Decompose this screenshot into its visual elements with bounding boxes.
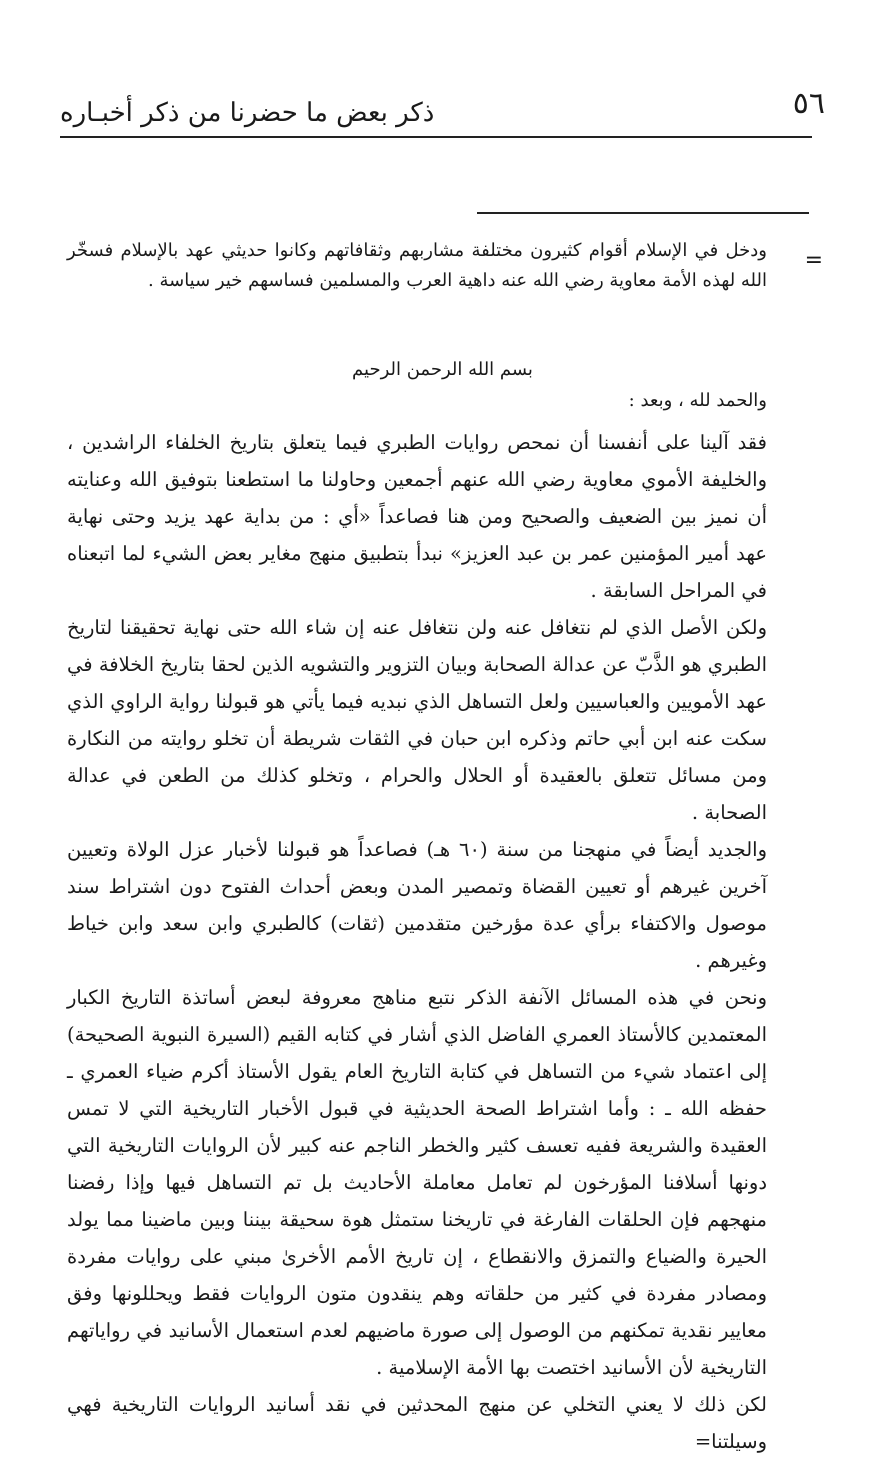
body-text — [67, 424, 767, 1460]
paragraph: لكن ذلك لا يعني التخلي عن منهج المحدثين في نقد أسانيد الروايات التاريخية فهي وسيلتنا= — [67, 1393, 767, 1453]
footnote-separator — [477, 212, 809, 214]
page-number: ٥٦ — [792, 86, 825, 121]
basmala: بسم الله الرحمن الرحيم — [352, 359, 533, 380]
footnote-continuation-marker: = — [804, 248, 823, 273]
paragraph: فقد آلينا على أنفسنا أن نمحص روايات الطبري فيما يتعلق بتاريخ الخلفاء الراشدين ، والخليفة الأموي معاوية رضي الله عنهم أجمعين وحاولنا ما استطعنا بتوفيق الله وعنايته أن نميز بين الضعيف والصحيح ومن هنا فصاعداً «أي : من بداية عهد يزيد وحتى نهاية عهد أمير المؤمنين عمر بن عبد العزيز» نبدأ بتطبيق منهج مغاير بعض الشيء لما اتبعناه في المراحل السابقة . — [67, 431, 767, 602]
running-title: ذكر بعض ما حضرنا من ذكر أخبـاره — [60, 98, 435, 128]
header-rule — [60, 136, 812, 138]
paragraph: ونحن في هذه المسائل الآنفة الذكر نتبع مناهج معروفة لبعض أساتذة التاريخ الكبار المعتمدين كالأستاذ العمري الفاضل الذي أشار في كتابه القيم (السيرة النبوية الصحيحة) إلى اعتماد شيء من التساهل في كتابة التاريخ العام يقول الأستاذ أكرم ضياء العمري ـ حفظه الله ـ : وأما اشتراط الصحة الحديثية في قبول الأخبار التاريخية التي لا تمس العقيدة والشريعة ففيه تعسف كثير والخطر الناجم عنه كبير لأن الروايات التاريخية التي دونها أسلافنا المؤرخون لم تعامل معاملة الأحاديث بل تم التساهل فيها وإذا رفضنا منهجهم فإن الحلقات الفارغة في تاريخنا ستمثل هوة سحيقة بيننا وبين ماضينا مما يولد الحيرة والضياع والتمزق والانقطاع ، إن تاريخ الأمم الأخرىٰ مبني على روايات مفردة ومصادر مفردة في كثير من حلقاته وهم ينقدون متون الروايات فقط ويحللونها وفق معايير نقدية تمكنهم من الوصول إلى صورة ماضيهم لعدم استعمال الأسانيد في رواياتهم التاريخية لأن الأسانيد اختصت بها الأمة الإسلامية . — [67, 986, 767, 1379]
paragraph: ولكن الأصل الذي لم نتغافل عنه ولن نتغافل عنه إن شاء الله حتى نهاية تحقيقنا لتاريخ الطبري هو الذَّبّ عن عدالة الصحابة وبيان التزوير والتشويه الذين لحقا بتاريخ الخلافة في عهد الأمويين والعباسيين ولعل التساهل الذي نبديه فيما يأتي هو قبولنا رواية الراوي الذي سكت عنه ابن أبي حاتم وذكره ابن حبان في الثقات شريطة أن تخلو روايته من النكارة ومن مسائل تتعلق بالعقيدة أو الحلال والحرام ، وتخلو كذلك من الطعن في عدالة الصحابة . — [67, 616, 767, 824]
opening-praise: والحمد لله ، وبعد : — [628, 390, 767, 411]
footnote-text: ودخل في الإسلام أقوام كثيرون مختلفة مشاربهم وثقافاتهم وكانوا حديثي عهد بالإسلام فسخّر الله لهذه الأمة معاوية رضي الله عنه داهية العرب والمسلمين فساسهم خير سياسة . — [67, 240, 767, 291]
paragraph: والجديد أيضاً في منهجنا من سنة (٦٠ هـ) فصاعداً هو قبولنا لأخبار عزل الولاة وتعيين آخرين غيرهم أو تعيين القضاة وتمصير المدن وبعض أحداث الفتوح دون اشتراط سند موصول والاكتفاء برأي عدة مؤرخين متقدمين (ثقات) كالطبري وابن سعد وابن خياط وغيرهم . — [67, 838, 768, 972]
